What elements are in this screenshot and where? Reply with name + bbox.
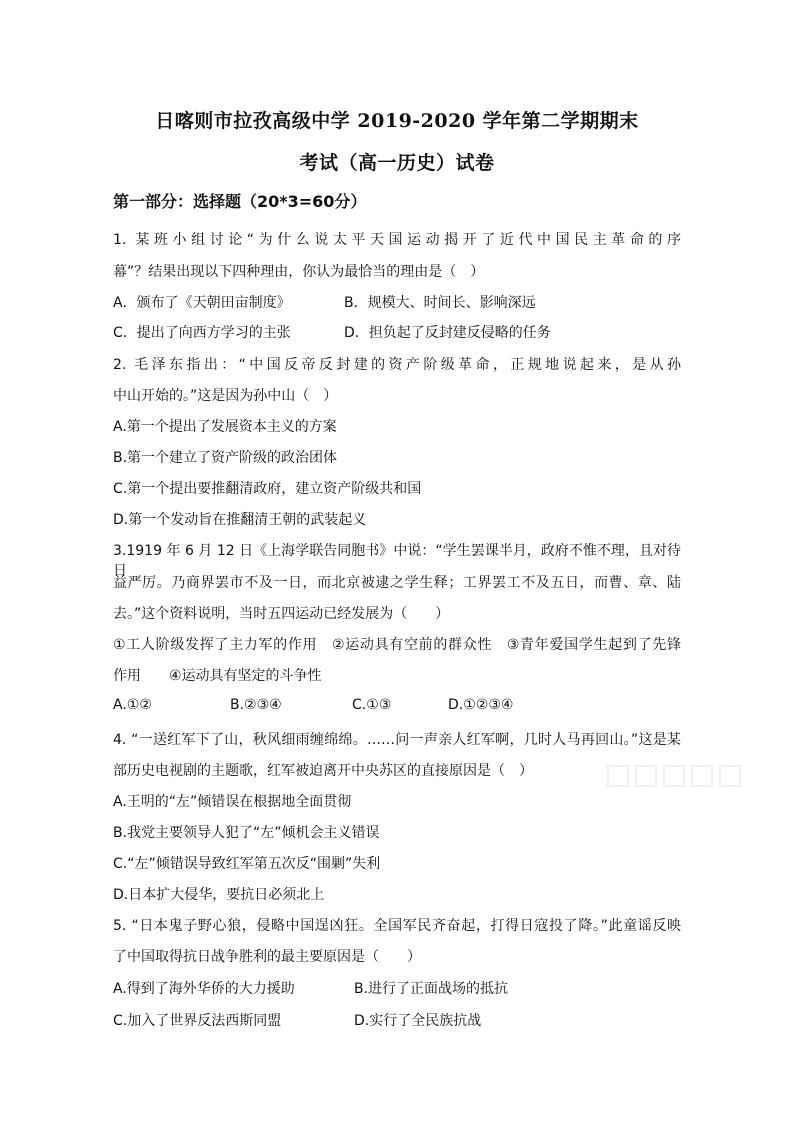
q5-option-c: C.加入了世界反法西斯同盟 — [113, 1013, 282, 1029]
q2-option-d: D.第一个发动旨在推翻清王朝的武装起义 — [113, 512, 367, 528]
q4-stem-line2: 部历史电视剧的主题歌，红军被迫离开中央苏区的直接原因是（ ） — [113, 763, 533, 779]
q4-option-d: D.日本扩大侵华，要抗日必须北上 — [113, 887, 325, 903]
q1-option-c: C．提出了向西方学习的主张 — [113, 325, 291, 341]
q1-option-d: D．担负起了反封建反侵略的任务 — [344, 325, 551, 341]
q3-stem-line1: 3.1919 年 6 月 12 日《上海学联告同胞书》中说：“学生罢课半月，政府不惟不理，且对待日 — [113, 543, 681, 579]
q2-stem-line2: 中山开始的。”这是因为孙中山（ ） — [113, 388, 338, 404]
q3-statements-line1: ①工人阶级发挥了主力军的作用 ②运动具有空前的群众性 ③青年爱国学生起到了先锋 — [113, 637, 681, 653]
q5-option-d: D.实行了全民族抗战 — [354, 1013, 482, 1029]
q5-stem-line2: 了中国取得抗日战争胜利的最主要原因是（ ） — [113, 949, 421, 965]
q5-stem-line1: 5. “日本鬼子野心狼，侵略中国逞凶狂。全国军民齐奋起，打得日寇投了降。”此童谣反映 — [113, 918, 681, 934]
q3-stem-line2: 益严厉。乃商界罢市不及一日，而北京被逮之学生释；工界罢工不及五日，而曹、章、陆 — [113, 575, 681, 591]
q4-option-b: B.我党主要领导人犯了“左”倾机会主义错误 — [113, 825, 380, 841]
q1-option-b: B．规模大、时间长、影响深远 — [344, 295, 536, 311]
q5-option-b: B.进行了正面战场的抵抗 — [354, 981, 509, 997]
q3-option-b: B.②③④ — [230, 697, 282, 713]
q3-option-d: D.①②③④ — [448, 697, 514, 713]
q4-stem-line1: 4. “一送红军下了山，秋风细雨缠绵绵。……问一声亲人红军啊，几时人马再回山。”这是某 — [113, 732, 681, 748]
q2-option-a: A.第一个提出了发展资本主义的方案 — [113, 419, 337, 435]
q1-option-a: A．颁布了《天朝田亩制度》 — [113, 295, 291, 311]
q4-option-a: A.王明的“左”倾错误在根据地全面贯彻 — [113, 794, 352, 810]
q4-option-c: C.“左”倾错误导致红军第五次反“围剿”失利 — [113, 856, 381, 872]
q5-option-a: A.得到了海外华侨的大力援助 — [113, 981, 295, 997]
q2-option-b: B.第一个建立了资产阶级的政治团体 — [113, 450, 338, 466]
q1-stem-line2: 幕”？结果出现以下四种理由，你认为最恰当的理由是（ ） — [113, 264, 485, 280]
q3-option-a: A.①② — [113, 697, 152, 713]
exam-title-line2: 考试（高一历史）试卷 — [299, 152, 495, 174]
exam-title-line1: 日喀则市拉孜高级中学 2019-2020 学年第二学期期末 — [155, 110, 639, 132]
watermark-mark — [606, 760, 756, 794]
q3-option-c: C.①③ — [352, 697, 392, 713]
section-heading: 第一部分：选择题（20*3=60分） — [113, 192, 367, 211]
q3-statements-line2: 作用 ④运动具有坚定的斗争性 — [113, 668, 322, 684]
q2-stem-line1: 2. 毛泽东指出：“中国反帝反封建的资产阶级革命，正规地说起来，是从孙 — [113, 357, 681, 373]
q3-stem-line3: 去。”这个资料说明，当时五四运动已经发展为（ ） — [113, 606, 450, 622]
q2-option-c: C.第一个提出要推翻清政府，建立资产阶级共和国 — [113, 481, 422, 497]
q1-stem-line1: 1. 某班小组讨论“为什么说太平天国运动揭开了近代中国民主革命的序 — [113, 232, 681, 248]
